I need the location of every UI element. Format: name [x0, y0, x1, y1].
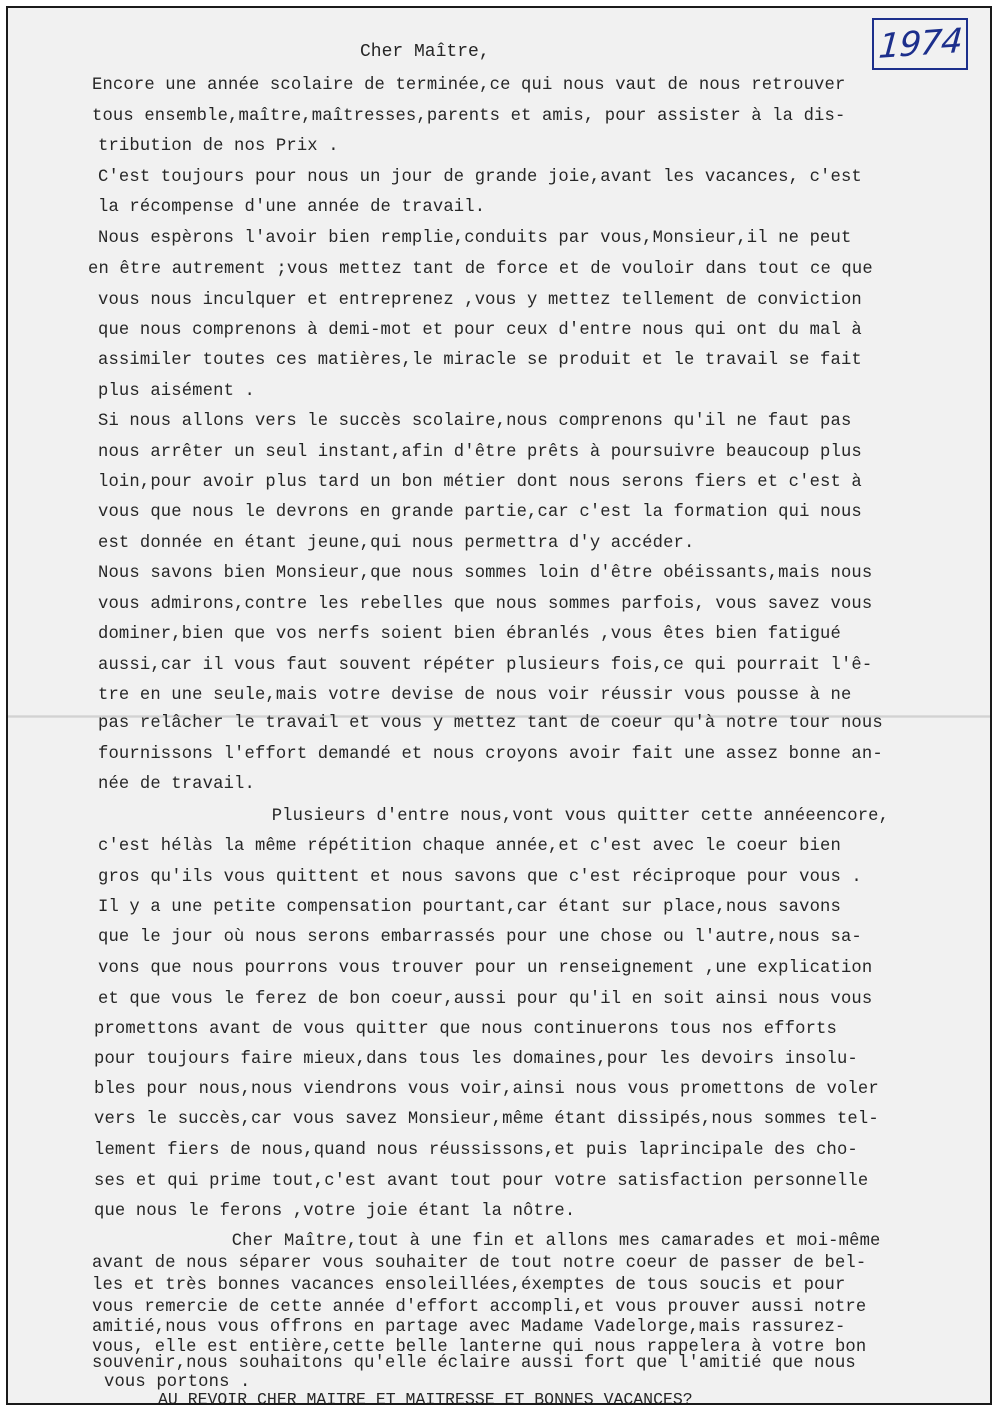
letter-line: que le jour où nous serons embarrassés pour une chose ou l'autre,nous sa-: [98, 928, 862, 947]
letter-line: la récompense d'une année de travail.: [98, 198, 486, 217]
letter-line: les et très bonnes vacances ensoleillées,éxemptes de tous soucis et pour: [92, 1276, 846, 1295]
letter-line: vous, elle est entière,cette belle lanterne qui nous rappelera à votre bon: [92, 1338, 867, 1357]
letter-line: ses et qui prime tout,c'est avant tout pour votre satisfaction personnelle: [94, 1172, 869, 1191]
letter-line: est donnée en étant jeune,qui nous permettra d'y accéder.: [98, 534, 695, 553]
letter-line: c'est hélàs la même répétition chaque année,et c'est avec le coeur bien: [98, 837, 841, 856]
letter-line: avant de nous séparer vous souhaiter de tout notre coeur de passer de bel-: [92, 1254, 867, 1273]
letter-line: Si nous allons vers le succès scolaire,nous comprenons qu'il ne faut pas: [98, 412, 852, 431]
letter-line: et que vous le ferez de bon coeur,aussi pour qu'il en soit ainsi nous vous: [98, 990, 873, 1009]
letter-line: assimiler toutes ces matières,le miracle se produit et le travail se fait: [98, 351, 862, 370]
letter-line: en être autrement ;vous mettez tant de force et de vouloir dans tout ce que: [88, 260, 873, 279]
letter-line: Nous savons bien Monsieur,que nous sommes loin d'être obéissants,mais nous: [98, 564, 873, 583]
letter-line: dominer,bien que vos nerfs soient bien ébranlés ,vous êtes bien fatigué: [98, 625, 841, 644]
letter-line: pas relâcher le travail et vous y mettez tant de coeur qu'à notre tour nous: [98, 714, 883, 733]
letter-line: plus aisément .: [98, 382, 255, 401]
letter-line: née de travail.: [98, 775, 255, 794]
letter-line: fournissons l'effort demandé et nous croyons avoir fait une assez bonne an-: [98, 745, 883, 764]
letter-line: Il y a une petite compensation pourtant,car étant sur place,nous savons: [98, 898, 841, 917]
letter-line: Encore une année scolaire de terminée,ce qui nous vaut de nous retrouver: [92, 76, 846, 95]
letter-page: [6, 6, 992, 1405]
letter-line: Plusieurs d'entre nous,vont vous quitter cette annéeencore,: [188, 807, 890, 826]
letter-line: nous arrêter un seul instant,afin d'être prêts à poursuivre beaucoup plus: [98, 443, 862, 462]
letter-body: [8, 8, 990, 1403]
letter-line: tous ensemble,maître,maîtresses,parents et amis, pour assister à la dis-: [92, 107, 846, 126]
letter-line: Cher Maître,tout à une fin et allons mes camarades et moi-même: [148, 1232, 881, 1251]
salutation: Cher Maître,: [360, 42, 490, 62]
letter-line: vers le succès,car vous savez Monsieur,même étant dissipés,nous sommes tel-: [94, 1110, 879, 1129]
letter-line: gros qu'ils vous quittent et nous savons que c'est réciproque pour vous .: [98, 868, 862, 887]
letter-line: souvenir,nous souhaitons qu'elle éclaire aussi fort que l'amitié que nous: [92, 1354, 856, 1373]
letter-line: pour toujours faire mieux,dans tous les domaines,pour les devoirs insolu-: [94, 1050, 858, 1069]
letter-line: aussi,car il vous faut souvent répéter plusieurs fois,ce qui pourrait l'ê-: [98, 656, 873, 675]
letter-line: vous nous inculquer et entreprenez ,vous y mettez tellement de conviction: [98, 291, 862, 310]
letter-line: tribution de nos Prix .: [98, 137, 339, 156]
letter-line: loin,pour avoir plus tard un bon métier dont nous serons fiers et c'est à: [98, 473, 862, 492]
letter-line: tre en une seule,mais votre devise de nous voir réussir vous pousse à ne: [98, 686, 852, 705]
letter-line: promettons avant de vous quitter que nous continuerons tous nos efforts: [94, 1020, 837, 1039]
letter-line: que nous comprenons à demi-mot et pour ceux d'entre nous qui ont du mal à: [98, 321, 862, 340]
letter-line: vous remercie de cette année d'effort accompli,et vous prouver aussi notre: [92, 1298, 867, 1317]
letter-line: amitié,nous vous offrons en partage avec Madame Vadelorge,mais rassurez-: [92, 1318, 846, 1337]
archive-number: 1974: [877, 21, 963, 67]
letter-line: Nous espèrons l'avoir bien remplie,conduits par vous,Monsieur,il ne peut: [98, 229, 852, 248]
letter-line: C'est toujours pour nous un jour de grande joie,avant les vacances, c'est: [98, 168, 862, 187]
letter-line: lement fiers de nous,quand nous réussissons,et puis laprincipale des cho-: [94, 1141, 858, 1160]
letter-line: vous admirons,contre les rebelles que nous sommes parfois, vous savez vous: [98, 595, 873, 614]
letter-line: vous portons .: [104, 1373, 251, 1392]
letter-line: vous que nous le devrons en grande partie,car c'est la formation qui nous: [98, 503, 862, 522]
closing-line: AU REVOIR CHER MAITRE ET MAITRESSE ET BONNES VACANCES?: [158, 1390, 693, 1405]
letter-line: vons que nous pourrons vous trouver pour un renseignement ,une explication: [98, 959, 873, 978]
letter-line: que nous le ferons ,votre joie étant la nôtre.: [94, 1202, 576, 1221]
letter-line: bles pour nous,nous viendrons vous voir,ainsi nous vous promettons de voler: [94, 1080, 879, 1099]
